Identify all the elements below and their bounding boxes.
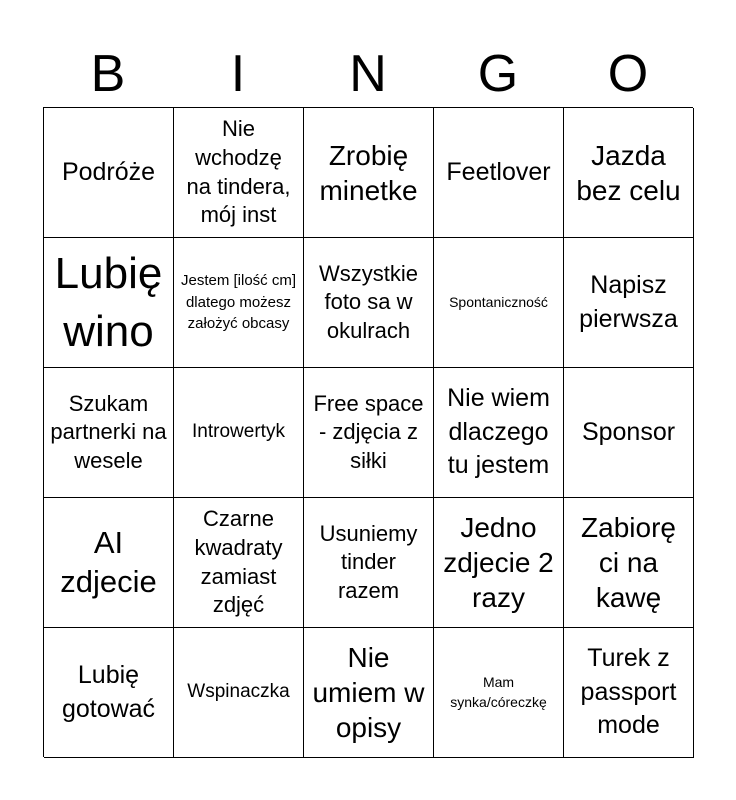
cell-text: Nie umiem w opisy (312, 642, 425, 743)
bingo-cell[interactable] (564, 498, 694, 628)
cell-text: Introwertyk (192, 421, 285, 443)
cell-text: Jestem [ilość cm] dlatego możesz założyć obcasy (180, 271, 297, 333)
bingo-cell[interactable] (434, 628, 564, 758)
cell-text: Nie wiem dlaczego tu jestem (447, 383, 550, 480)
bingo-cell[interactable] (304, 628, 434, 758)
header-letter-n: N (349, 45, 387, 103)
header-letter-i: I (230, 45, 246, 103)
cell-text: Sponsor (581, 417, 676, 446)
bingo-cell[interactable] (304, 498, 434, 628)
cell-text: Podróże (61, 157, 156, 186)
cell-text: Mam synka/córeczkę (450, 673, 547, 710)
cell-text: Feetlover (446, 157, 551, 186)
header-letter-b: B (90, 45, 126, 103)
cell-text: Jedno zdjecie 2 razy (443, 512, 554, 613)
cell-text: Zrobię minetke (319, 139, 418, 206)
cell-text: Czarne kwadraty zamiast zdjęć (194, 506, 283, 618)
bingo-cell[interactable] (434, 108, 564, 238)
header-letter-o: O (607, 45, 649, 103)
cell-text: Lubię gotować (61, 660, 156, 723)
bingo-cell[interactable] (564, 238, 694, 368)
cell-text: Nie wchodzę na tindera, mój inst (186, 116, 291, 228)
cell-text: Napisz pierwsza (579, 270, 678, 333)
bingo-cell[interactable] (564, 628, 694, 758)
cell-text: Zabiorę ci na kawę (581, 512, 676, 613)
bingo-cell[interactable] (44, 498, 174, 628)
bingo-cell[interactable] (304, 108, 434, 238)
bingo-cell[interactable] (44, 238, 174, 368)
bingo-cell[interactable] (44, 628, 174, 758)
bingo-cell[interactable] (174, 628, 304, 758)
cell-text: Free space - zdjęcia z siłki (313, 390, 424, 473)
cell-text: Usuniemy tinder razem (319, 520, 418, 603)
cell-text: Turek z passport mode (580, 643, 677, 740)
cell-text: AI zdjecie (60, 524, 157, 599)
bingo-board (43, 107, 693, 757)
bingo-cell[interactable] (564, 108, 694, 238)
bingo-cell[interactable] (434, 238, 564, 368)
bingo-cell[interactable] (174, 238, 304, 368)
cell-text: Wszystkie foto sa w okulrach (319, 260, 418, 343)
cell-text: Spontaniczność (449, 293, 548, 310)
cell-text: Lubię wino (54, 249, 163, 356)
bingo-cell[interactable] (434, 498, 564, 628)
bingo-cell[interactable] (44, 108, 174, 238)
bingo-cell[interactable] (174, 108, 304, 238)
bingo-header (43, 40, 693, 108)
bingo-cell[interactable] (44, 368, 174, 498)
cell-text: Szukam partnerki na wesele (50, 390, 167, 473)
bingo-cell[interactable] (304, 368, 434, 498)
header-letter-g: G (477, 45, 519, 103)
bingo-cell[interactable] (174, 498, 304, 628)
cell-text: Jazda bez celu (576, 139, 681, 206)
bingo-cell[interactable] (174, 368, 304, 498)
bingo-cell[interactable] (304, 238, 434, 368)
bingo-cell[interactable] (564, 368, 694, 498)
cell-text: Wspinaczka (187, 681, 290, 703)
bingo-cell[interactable] (434, 368, 564, 498)
